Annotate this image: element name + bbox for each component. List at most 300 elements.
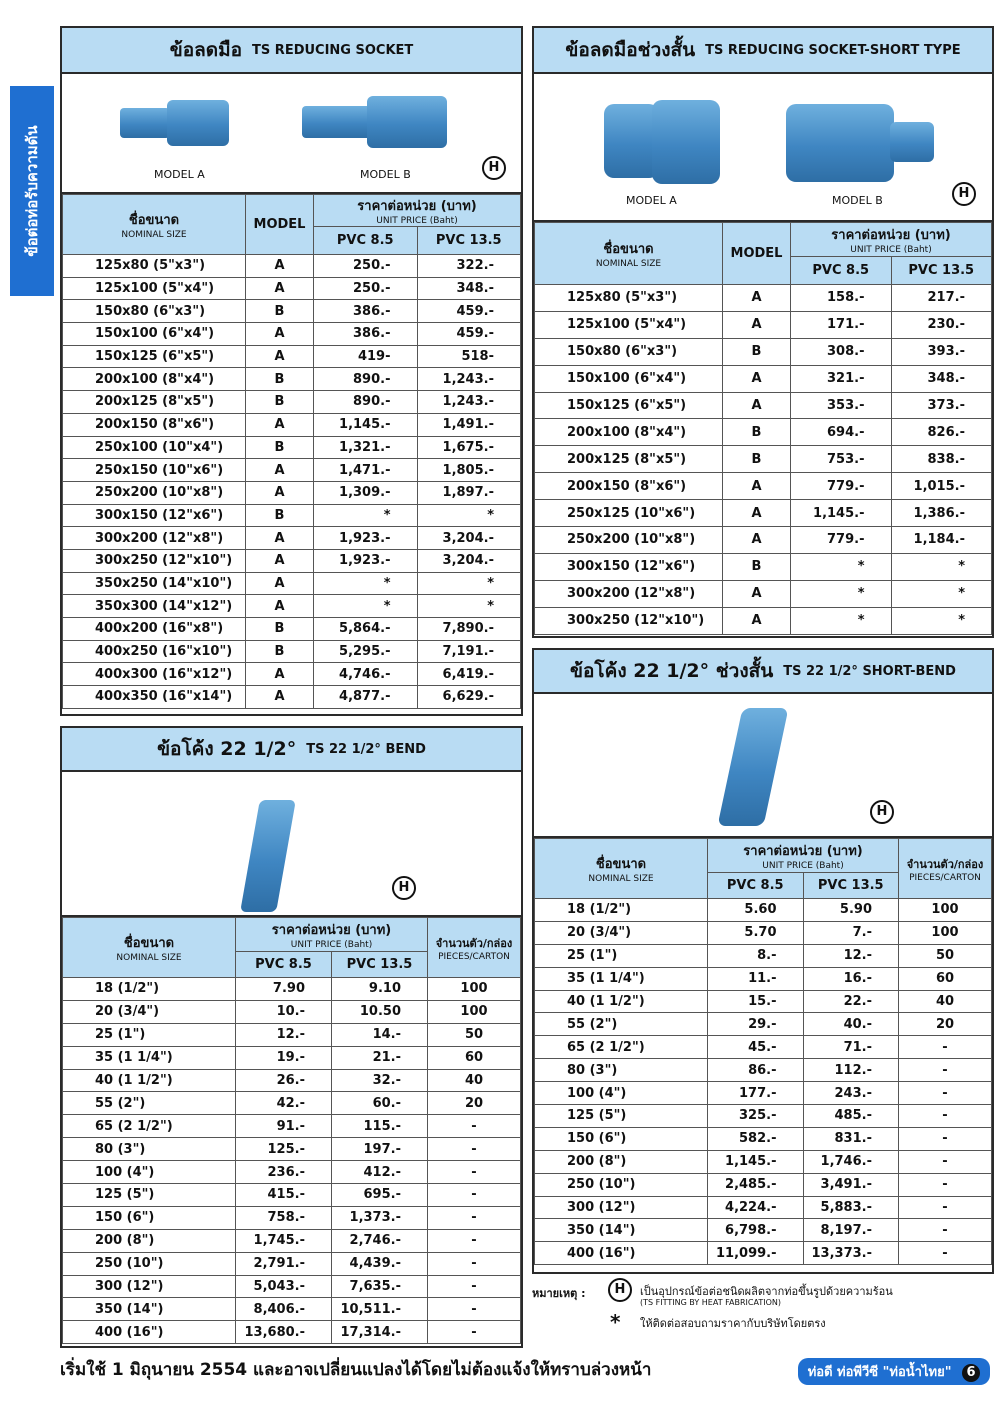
- table-cell: *: [791, 607, 892, 634]
- table-cell: *: [891, 607, 992, 634]
- table-cell: B: [246, 436, 314, 459]
- table-cell: 29.-: [708, 1013, 804, 1036]
- table-cell: 125x100 (5"x4"): [535, 311, 723, 338]
- table-cell: 13,680.-: [236, 1321, 332, 1344]
- table-cell: 250x125 (10"x6"): [535, 500, 723, 527]
- table-cell: 694.-: [791, 419, 892, 446]
- reducing-short-header: [534, 28, 992, 74]
- table-cell: A: [246, 277, 314, 300]
- table-cell: *: [314, 504, 418, 527]
- table-cell: 7.-: [803, 921, 899, 944]
- h-mark-icon: H: [482, 156, 506, 180]
- table-cell: A: [723, 285, 791, 312]
- page-number: 6: [962, 1364, 980, 1382]
- table-cell: 13,373.-: [803, 1242, 899, 1265]
- table-cell: 419-: [314, 345, 418, 368]
- table-cell: 42.-: [236, 1092, 332, 1115]
- table-cell: 7,635.-: [332, 1275, 428, 1298]
- col-pvc135: PVC 13.5: [891, 257, 992, 285]
- table-cell: 40: [899, 990, 992, 1013]
- table-row: [63, 1206, 521, 1229]
- table-cell: A: [723, 607, 791, 634]
- table-row: [63, 368, 521, 391]
- col-price: ราคาต่อหน่วย (บาท) UNIT PRICE (Baht): [236, 918, 428, 952]
- table-cell: 100: [899, 899, 992, 922]
- col-model: MODEL: [246, 195, 314, 255]
- reducing-socket-title-en: TS REDUCING SOCKET: [252, 42, 414, 58]
- model-b-label: MODEL B: [360, 168, 411, 181]
- table-cell: 5.90: [803, 899, 899, 922]
- table-cell: 308.-: [791, 338, 892, 365]
- table-cell: 300x250 (12"x10"): [63, 549, 246, 572]
- table-cell: 3,491.-: [803, 1173, 899, 1196]
- table-cell: 10.50: [332, 1000, 428, 1023]
- table-cell: 393.-: [891, 338, 992, 365]
- table-row: [63, 1161, 521, 1184]
- table-cell: 55 (2"): [535, 1013, 708, 1036]
- notes-h-text-en: (TS FITTING BY HEAT FABRICATION): [640, 1298, 781, 1307]
- table-cell: 350 (14"): [63, 1298, 236, 1321]
- table-cell: 40 (1 1/2"): [535, 990, 708, 1013]
- table-cell: 350x300 (14"x12"): [63, 595, 246, 618]
- table-row: [535, 1150, 992, 1173]
- table-cell: B: [723, 446, 791, 473]
- table-cell: 40 (1 1/2"): [63, 1069, 236, 1092]
- table-row: [535, 1219, 992, 1242]
- table-cell: 5,043.-: [236, 1275, 332, 1298]
- reducing-short-model-a-image: [604, 104, 659, 178]
- table-cell: 200x100 (8"x4"): [63, 368, 246, 391]
- table-cell: 695.-: [332, 1184, 428, 1207]
- col-pvc135: PVC 13.5: [417, 227, 521, 255]
- table-cell: 11.-: [708, 967, 804, 990]
- table-cell: 386.-: [314, 300, 418, 323]
- table-cell: -: [428, 1321, 521, 1344]
- table-cell: 300x200 (12"x8"): [63, 527, 246, 550]
- short-bend-title-en: TS 22 1/2° SHORT-BEND: [783, 663, 956, 679]
- reducing-short-title-th: ข้อลดมือช่วงสั้น: [565, 39, 696, 61]
- table-row: [63, 549, 521, 572]
- model-a-label: MODEL A: [154, 168, 205, 181]
- table-cell: 22.-: [803, 990, 899, 1013]
- reducing-short-title-en: TS REDUCING SOCKET-SHORT TYPE: [705, 42, 961, 58]
- table-cell: 5.60: [708, 899, 804, 922]
- table-cell: 11,099.-: [708, 1242, 804, 1265]
- table-cell: 826.-: [891, 419, 992, 446]
- table-row: [63, 1069, 521, 1092]
- table-cell: A: [246, 413, 314, 436]
- table-cell: 10.-: [236, 1000, 332, 1023]
- table-cell: B: [723, 553, 791, 580]
- bend-header: [62, 728, 521, 772]
- table-cell: 5,864.-: [314, 618, 418, 641]
- reducing-socket-model-b-image-large: [367, 96, 447, 148]
- table-cell: A: [246, 481, 314, 504]
- col-pieces: จำนวนตัว/กล่อง PIECES/CARTON: [899, 839, 992, 899]
- table-row: [63, 1046, 521, 1069]
- table-row: [63, 1184, 521, 1207]
- short-bend-table: [534, 838, 992, 1265]
- table-cell: 71.-: [803, 1036, 899, 1059]
- table-row: [535, 365, 992, 392]
- col-pvc135: PVC 13.5: [332, 952, 428, 978]
- table-cell: 217.-: [891, 285, 992, 312]
- table-cell: *: [791, 580, 892, 607]
- table-cell: -: [428, 1138, 521, 1161]
- table-cell: 35 (1 1/4"): [63, 1046, 236, 1069]
- table-cell: 12.-: [803, 944, 899, 967]
- table-cell: 4,439.-: [332, 1252, 428, 1275]
- table-cell: 300x200 (12"x8"): [535, 580, 723, 607]
- table-cell: 125x80 (5"x3"): [535, 285, 723, 312]
- table-cell: 348.-: [417, 277, 521, 300]
- table-cell: 1,243.-: [417, 391, 521, 414]
- table-cell: 348.-: [891, 365, 992, 392]
- table-cell: 230.-: [891, 311, 992, 338]
- table-row: [535, 1105, 992, 1128]
- table-cell: 1,321.-: [314, 436, 418, 459]
- table-cell: 150x125 (6"x5"): [535, 392, 723, 419]
- table-cell: B: [246, 300, 314, 323]
- table-cell: 2,485.-: [708, 1173, 804, 1196]
- table-row: [63, 618, 521, 641]
- table-cell: 1,145.-: [791, 500, 892, 527]
- table-cell: 2,746.-: [332, 1229, 428, 1252]
- table-cell: 5,295.-: [314, 640, 418, 663]
- table-cell: A: [246, 663, 314, 686]
- table-cell: 250x200 (10"x8"): [535, 527, 723, 554]
- reducing-socket-header: [62, 28, 521, 74]
- table-cell: A: [246, 572, 314, 595]
- table-cell: A: [723, 500, 791, 527]
- h-mark-icon: H: [952, 182, 976, 206]
- table-cell: -: [899, 1173, 992, 1196]
- reducing-short-model-a-image-large: [652, 100, 720, 184]
- table-cell: B: [723, 338, 791, 365]
- table-cell: 838.-: [891, 446, 992, 473]
- table-row: [535, 500, 992, 527]
- table-cell: 890.-: [314, 391, 418, 414]
- table-cell: 25 (1"): [535, 944, 708, 967]
- table-cell: 100 (4"): [535, 1082, 708, 1105]
- table-row: [535, 944, 992, 967]
- table-row: [63, 640, 521, 663]
- table-cell: 150x100 (6"x4"): [535, 365, 723, 392]
- reducing-socket-model-a-image: [120, 108, 170, 138]
- table-row: [63, 527, 521, 550]
- h-mark-icon: H: [392, 876, 416, 900]
- table-row: [63, 1138, 521, 1161]
- table-cell: *: [417, 504, 521, 527]
- table-cell: 300 (12"): [535, 1196, 708, 1219]
- table-cell: 1,471.-: [314, 459, 418, 482]
- table-row: [63, 1275, 521, 1298]
- table-row: [63, 595, 521, 618]
- table-cell: 485.-: [803, 1105, 899, 1128]
- table-cell: 200x125 (8"x5"): [63, 391, 246, 414]
- reducing-short-images: [534, 74, 992, 222]
- short-bend-image: [717, 708, 788, 826]
- table-cell: 200 (8"): [63, 1229, 236, 1252]
- table-row: [63, 323, 521, 346]
- table-cell: 300x250 (12"x10"): [535, 607, 723, 634]
- table-row: [63, 391, 521, 414]
- table-cell: 250.-: [314, 255, 418, 278]
- table-cell: 2,791.-: [236, 1252, 332, 1275]
- table-row: [535, 580, 992, 607]
- table-cell: 200x100 (8"x4"): [535, 419, 723, 446]
- table-cell: -: [428, 1298, 521, 1321]
- table-cell: 14.-: [332, 1023, 428, 1046]
- table-cell: -: [899, 1036, 992, 1059]
- table-row: [63, 504, 521, 527]
- table-cell: 40.-: [803, 1013, 899, 1036]
- table-cell: 10,511.-: [332, 1298, 428, 1321]
- table-cell: 20: [428, 1092, 521, 1115]
- table-cell: 250 (10"): [535, 1173, 708, 1196]
- side-tab-label: ข้อต่อท่อรับความดัน: [23, 125, 41, 257]
- table-cell: 1,386.-: [891, 500, 992, 527]
- table-row: [63, 663, 521, 686]
- notes-h-text-th: เป็นอุปกรณ์ข้อต่อชนิดผลิตจากท่อขึ้นรูปด้วยความร้อน: [640, 1285, 893, 1298]
- table-row: [63, 978, 521, 1001]
- table-row: [63, 1252, 521, 1275]
- table-cell: 350 (14"): [535, 1219, 708, 1242]
- col-size: ชื่อขนาด NOMINAL SIZE: [535, 223, 723, 285]
- table-cell: -: [899, 1242, 992, 1265]
- table-row: [535, 285, 992, 312]
- table-cell: 100: [428, 978, 521, 1001]
- table-cell: 200x150 (8"x6"): [63, 413, 246, 436]
- table-cell: 80 (3"): [535, 1059, 708, 1082]
- table-cell: A: [246, 345, 314, 368]
- table-cell: 12.-: [236, 1023, 332, 1046]
- table-cell: 60.-: [332, 1092, 428, 1115]
- table-row: [63, 1092, 521, 1115]
- table-cell: 6,629.-: [417, 686, 521, 709]
- table-cell: 171.-: [791, 311, 892, 338]
- table-cell: 350x250 (14"x10"): [63, 572, 246, 595]
- table-cell: 1,923.-: [314, 527, 418, 550]
- table-cell: A: [246, 595, 314, 618]
- table-cell: 1,243.-: [417, 368, 521, 391]
- table-cell: A: [246, 527, 314, 550]
- footer-text: เริ่มใช้ 1 มิถุนายน 2554 และอาจเปลี่ยนแปลงได้โดยไม่ต้องแจ้งให้ทราบล่วงหน้า: [60, 1360, 652, 1380]
- table-row: [63, 686, 521, 709]
- table-cell: 7,890.-: [417, 618, 521, 641]
- table-cell: 150x100 (6"x4"): [63, 323, 246, 346]
- table-cell: *: [891, 580, 992, 607]
- table-row: [535, 607, 992, 634]
- table-cell: 60: [899, 967, 992, 990]
- table-cell: 6,419.-: [417, 663, 521, 686]
- reducing-socket-images: [62, 74, 521, 194]
- table-row: [63, 413, 521, 436]
- table-cell: 7,191.-: [417, 640, 521, 663]
- table-cell: *: [791, 553, 892, 580]
- table-cell: 1,675.-: [417, 436, 521, 459]
- table-cell: 3,204.-: [417, 549, 521, 572]
- table-cell: 177.-: [708, 1082, 804, 1105]
- table-cell: 65 (2 1/2"): [535, 1036, 708, 1059]
- table-cell: 758.-: [236, 1206, 332, 1229]
- col-price: ราคาต่อหน่วย (บาท) UNIT PRICE (Baht): [314, 195, 521, 227]
- table-cell: 150 (6"): [63, 1206, 236, 1229]
- table-cell: A: [246, 323, 314, 346]
- notes-star-text: ให้ติดต่อสอบถามราคากับบริษัทโดยตรง: [640, 1317, 826, 1330]
- short-bend-header: [534, 650, 992, 694]
- table-cell: 1,184.-: [891, 527, 992, 554]
- table-cell: B: [723, 419, 791, 446]
- table-cell: 112.-: [803, 1059, 899, 1082]
- col-pvc85: PVC 8.5: [314, 227, 418, 255]
- table-cell: *: [417, 572, 521, 595]
- table-row: [535, 446, 992, 473]
- table-cell: -: [428, 1252, 521, 1275]
- table-cell: -: [899, 1219, 992, 1242]
- table-cell: 1,923.-: [314, 549, 418, 572]
- table-cell: 20: [899, 1013, 992, 1036]
- table-cell: 250x150 (10"x6"): [63, 459, 246, 482]
- table-cell: 125x100 (5"x4"): [63, 277, 246, 300]
- table-row: [535, 419, 992, 446]
- table-row: [535, 990, 992, 1013]
- table-cell: *: [314, 572, 418, 595]
- table-cell: 415.-: [236, 1184, 332, 1207]
- table-cell: 400x200 (16"x8"): [63, 618, 246, 641]
- reducing-short-table: [534, 222, 992, 635]
- bend-image: [240, 800, 296, 912]
- table-cell: 300x150 (12"x6"): [63, 504, 246, 527]
- table-cell: -: [428, 1184, 521, 1207]
- table-cell: 100: [428, 1000, 521, 1023]
- table-cell: 779.-: [791, 527, 892, 554]
- table-row: [63, 1321, 521, 1344]
- table-cell: A: [723, 580, 791, 607]
- table-cell: A: [723, 311, 791, 338]
- table-cell: 16.-: [803, 967, 899, 990]
- table-row: [63, 255, 521, 278]
- table-row: [63, 436, 521, 459]
- table-row: [535, 1013, 992, 1036]
- short-bend-panel: [532, 648, 994, 1274]
- reducing-socket-title-th: ข้อลดมือ: [169, 39, 243, 61]
- table-cell: 6,798.-: [708, 1219, 804, 1242]
- table-cell: 80 (3"): [63, 1138, 236, 1161]
- table-row: [535, 527, 992, 554]
- table-cell: 40: [428, 1069, 521, 1092]
- table-cell: 831.-: [803, 1127, 899, 1150]
- col-size: ชื่อขนาด NOMINAL SIZE: [535, 839, 708, 899]
- table-cell: 100 (4"): [63, 1161, 236, 1184]
- table-cell: 18 (1/2"): [535, 899, 708, 922]
- table-row: [535, 1196, 992, 1219]
- table-cell: 300 (12"): [63, 1275, 236, 1298]
- table-cell: 890.-: [314, 368, 418, 391]
- table-cell: A: [723, 527, 791, 554]
- table-cell: *: [417, 595, 521, 618]
- table-cell: 21.-: [332, 1046, 428, 1069]
- table-row: [63, 300, 521, 323]
- table-row: [63, 1298, 521, 1321]
- table-cell: 412.-: [332, 1161, 428, 1184]
- reducing-socket-model-a-image-large: [167, 100, 229, 146]
- table-cell: 5,883.-: [803, 1196, 899, 1219]
- table-cell: 400 (16"): [535, 1242, 708, 1265]
- table-row: [535, 1242, 992, 1265]
- table-cell: 7.90: [236, 978, 332, 1001]
- table-cell: 1,805.-: [417, 459, 521, 482]
- bend-table: [62, 917, 521, 1344]
- table-cell: A: [723, 365, 791, 392]
- table-cell: -: [428, 1275, 521, 1298]
- bend-title-th: ข้อโค้ง 22 1/2°: [157, 738, 297, 760]
- notes-label: หมายเหตุ :: [532, 1287, 586, 1300]
- table-cell: 300x150 (12"x6"): [535, 553, 723, 580]
- table-cell: 250 (10"): [63, 1252, 236, 1275]
- table-cell: 1,746.-: [803, 1150, 899, 1173]
- table-cell: A: [723, 392, 791, 419]
- col-pvc85: PVC 8.5: [791, 257, 892, 285]
- table-cell: 4,224.-: [708, 1196, 804, 1219]
- table-cell: B: [246, 391, 314, 414]
- col-price: ราคาต่อหน่วย (บาท) UNIT PRICE (Baht): [791, 223, 992, 257]
- table-cell: 321.-: [791, 365, 892, 392]
- model-a-label: MODEL A: [626, 194, 677, 207]
- table-cell: 1,745.-: [236, 1229, 332, 1252]
- table-cell: 100: [899, 921, 992, 944]
- table-cell: 45.-: [708, 1036, 804, 1059]
- table-cell: B: [246, 368, 314, 391]
- table-cell: 353.-: [791, 392, 892, 419]
- reducing-short-model-b-image: [786, 104, 894, 182]
- table-cell: 582.-: [708, 1127, 804, 1150]
- table-row: [535, 1059, 992, 1082]
- table-cell: 125 (5"): [535, 1105, 708, 1128]
- table-cell: 1,145.-: [314, 413, 418, 436]
- table-cell: 15.-: [708, 990, 804, 1013]
- reducing-short-panel: [532, 26, 994, 638]
- table-cell: 150x80 (6"x3"): [63, 300, 246, 323]
- table-cell: 386.-: [314, 323, 418, 346]
- table-cell: -: [428, 1206, 521, 1229]
- bend-panel: [60, 726, 523, 1348]
- table-cell: -: [899, 1059, 992, 1082]
- reducing-socket-model-b-image: [302, 106, 372, 138]
- table-row: [63, 572, 521, 595]
- table-cell: 1,145.-: [708, 1150, 804, 1173]
- star-icon: *: [610, 1310, 621, 1334]
- table-cell: 4,877.-: [314, 686, 418, 709]
- table-row: [535, 1036, 992, 1059]
- table-cell: 25 (1"): [63, 1023, 236, 1046]
- table-cell: -: [899, 1105, 992, 1128]
- col-size: ชื่อขนาด NOMINAL SIZE: [63, 195, 246, 255]
- reducing-socket-panel: [60, 26, 523, 716]
- table-cell: 50: [428, 1023, 521, 1046]
- side-tab: [10, 86, 54, 296]
- table-row: [535, 1127, 992, 1150]
- table-cell: 1,491.-: [417, 413, 521, 436]
- reducing-short-model-b-image-small: [890, 122, 934, 162]
- col-model: MODEL: [723, 223, 791, 285]
- table-cell: 8.-: [708, 944, 804, 967]
- table-cell: B: [246, 504, 314, 527]
- table-cell: A: [246, 459, 314, 482]
- table-cell: 400 (16"): [63, 1321, 236, 1344]
- table-cell: 125x80 (5"x3"): [63, 255, 246, 278]
- table-cell: 125.-: [236, 1138, 332, 1161]
